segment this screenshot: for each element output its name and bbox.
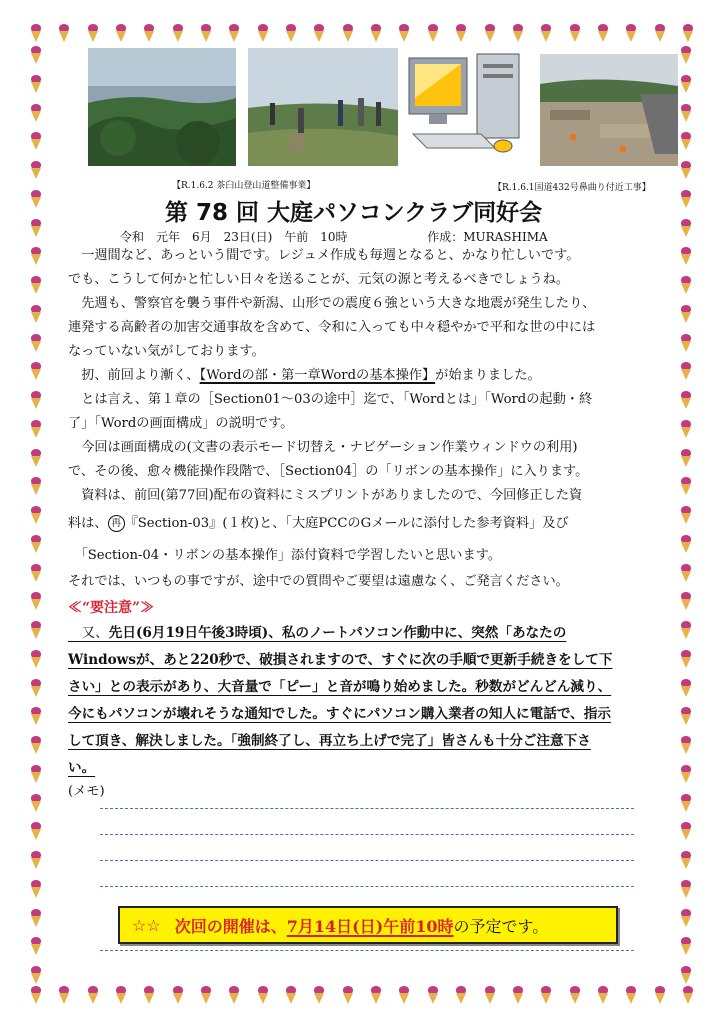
ice-cream-icon [30, 794, 42, 812]
ice-cream-icon [680, 46, 692, 64]
ice-cream-icon [625, 24, 637, 42]
notice-line-6: い。 [68, 760, 96, 776]
ice-cream-icon [342, 986, 354, 1004]
ice-cream-icon [680, 679, 692, 697]
next-meeting-label: 次回の開催は、 [174, 916, 287, 936]
ice-cream-icon [30, 334, 42, 352]
ice-cream-icon [228, 24, 240, 42]
ice-cream-icon [654, 24, 666, 42]
ice-cream-icon [680, 420, 692, 438]
notice-line-3: さい」との表示があり、大音量で「ピー」と音が鳴り始めました。秒数がどんどん減り、 [68, 679, 612, 695]
ice-cream-icon [680, 362, 692, 380]
ice-cream-icon [569, 986, 581, 1004]
ice-cream-icon [654, 986, 666, 1004]
ice-cream-icon [680, 190, 692, 208]
memo-line [100, 860, 634, 861]
ice-cream-icon [30, 937, 42, 955]
ice-cream-icon [680, 132, 692, 150]
notice-body [68, 620, 668, 782]
notice-line-2: Windowsが、あと220秒で、破損されますので、すぐに次の手順で更新手続きをして下 [68, 652, 613, 668]
ice-cream-icon [427, 24, 439, 42]
ice-cream-icon [115, 986, 127, 1004]
ice-cream-icon [484, 986, 496, 1004]
para-3: 扨、前回より漸く、【Wordの部・第一章Wordの基本操作】が始まりました。 [81, 368, 541, 383]
para-5-line-1: 今回は画面構成の(文書の表示モード切替え・ナビゲーション作業ウィンドウの利用) [81, 440, 578, 455]
ice-cream-icon [30, 765, 42, 783]
photo-road-construction [540, 54, 678, 166]
ice-cream-icon [30, 707, 42, 725]
ice-cream-icon [30, 851, 42, 869]
ice-cream-icon [680, 736, 692, 754]
ice-cream-icon [680, 247, 692, 265]
ice-cream-icon [143, 986, 155, 1004]
ice-cream-icon [30, 564, 42, 582]
ice-cream-icon [30, 362, 42, 380]
para-1-line-1: 一週間など、あっという間です。レジュメ作成も毎週となると、かなり忙しいです。 [81, 248, 580, 263]
ice-cream-icon [313, 986, 325, 1004]
ice-cream-icon [680, 909, 692, 927]
para-2-line-1: 先週も、警察官を襲う事件や新潟、山形での震度６強という大きな地震が発生したり、 [81, 296, 596, 311]
ice-cream-icon [30, 104, 42, 122]
ice-cream-icon [285, 24, 297, 42]
ice-cream-icon [427, 986, 439, 1004]
ice-cream-icon [680, 305, 692, 323]
ice-cream-icon [30, 161, 42, 179]
ice-cream-icon [30, 736, 42, 754]
ice-cream-icon [30, 391, 42, 409]
ice-cream-icon [680, 794, 692, 812]
ice-cream-icon [625, 986, 637, 1004]
notice-heading: ≪“要注意”≫ [68, 600, 155, 616]
ice-cream-icon [30, 46, 42, 64]
ice-cream-icon [398, 986, 410, 1004]
ice-cream-icon [30, 506, 42, 524]
memo-line [100, 834, 634, 835]
ice-cream-icon [680, 880, 692, 898]
word-chapter-highlight: 【Wordの部・第一章Wordの基本操作】 [199, 368, 436, 383]
ice-cream-icon [680, 506, 692, 524]
ice-cream-icon [680, 334, 692, 352]
ice-cream-icon [680, 564, 692, 582]
ice-cream-icon [172, 24, 184, 42]
ice-cream-icon [540, 986, 552, 1004]
ice-cream-icon [680, 449, 692, 467]
ice-cream-icon [682, 986, 694, 1004]
circled-mark: 再 [108, 515, 125, 532]
page-title: 第 78 回 大庭パソコンクラブ同好会 [165, 200, 543, 226]
para-6-line-3: 「Section-04・リボンの基本操作」添付資料で学習したいと思います。 [81, 548, 502, 563]
star-icons: ☆☆ [132, 915, 161, 935]
ice-cream-icon [680, 765, 692, 783]
ice-cream-icon [680, 535, 692, 553]
para-1-line-2: でも、こうして何かと忙しい日々を送ることが、元気の源と考えるべきでしょうね。 [68, 272, 570, 287]
para-4-line-1: とは言え、第１章の［Section01～03の途中］迄で、「Wordとは」「Wordの起動・終 [81, 392, 593, 407]
ice-cream-icon [30, 880, 42, 898]
photo-hikers-summit [248, 48, 398, 166]
ice-cream-icon [484, 24, 496, 42]
ice-cream-icon [87, 24, 99, 42]
date-line [120, 228, 548, 245]
para-2-line-3: なっていない気がしております。 [68, 344, 265, 359]
ice-cream-icon [680, 822, 692, 840]
ice-cream-icon [313, 24, 325, 42]
ice-cream-icon [455, 986, 467, 1004]
ice-cream-icon [680, 592, 692, 610]
ice-cream-icon [30, 679, 42, 697]
ice-cream-icon [30, 276, 42, 294]
ice-cream-icon [115, 24, 127, 42]
para-7: それでは、いつもの事ですが、途中での質問やご要望は遠慮なく、ご発言ください。 [68, 574, 569, 589]
next-meeting-box [118, 906, 618, 944]
photo-computer-clipart [403, 48, 531, 172]
border-bottom [30, 986, 694, 1006]
ice-cream-icon [680, 851, 692, 869]
ice-cream-icon [30, 966, 42, 984]
ice-cream-icon [680, 477, 692, 495]
para-6-line-2: 料は、 再 『Section-03』(１枚)と、「大庭PCCのGメールに添付した参考資料」及び [68, 516, 569, 531]
ice-cream-icon [285, 986, 297, 1004]
ice-cream-icon [512, 24, 524, 42]
ice-cream-icon [540, 24, 552, 42]
ice-cream-icon [58, 24, 70, 42]
ice-cream-icon [228, 986, 240, 1004]
memo-line [100, 808, 634, 809]
border-left [30, 46, 44, 984]
ice-cream-icon [30, 247, 42, 265]
ice-cream-icon [30, 822, 42, 840]
ice-cream-icon [30, 219, 42, 237]
ice-cream-icon [342, 24, 354, 42]
ice-cream-icon [30, 592, 42, 610]
memo-label: (メモ) [68, 784, 105, 799]
ice-cream-icon [680, 75, 692, 93]
notice-line-4: 今にもパソコンが壊れそうな通知でした。すぐにパソコン購入業者の知人に電話で、指示 [68, 706, 611, 722]
ice-cream-icon [680, 621, 692, 639]
body-text [68, 244, 668, 802]
memo-line [100, 950, 634, 951]
meeting-date: 令和 元年 6月 23日(日) 午前 10時 [120, 230, 348, 244]
ice-cream-icon [680, 104, 692, 122]
ice-cream-icon [87, 986, 99, 1004]
author: 作成：MURASHIMA [427, 230, 548, 244]
ice-cream-icon [680, 650, 692, 668]
ice-cream-icon [172, 986, 184, 1004]
ice-cream-icon [597, 24, 609, 42]
ice-cream-icon [455, 24, 467, 42]
ice-cream-icon [30, 621, 42, 639]
ice-cream-icon [58, 986, 70, 1004]
ice-cream-icon [200, 24, 212, 42]
ice-cream-icon [143, 24, 155, 42]
ice-cream-icon [30, 535, 42, 553]
next-meeting-suffix: の予定です。 [453, 916, 549, 936]
para-5-line-2: で、その後、愈々機能操作段階で、［Section04］の「リボンの基本操作」に入ります。 [68, 464, 589, 479]
ice-cream-icon [569, 24, 581, 42]
ice-cream-icon [680, 391, 692, 409]
ice-cream-icon [257, 986, 269, 1004]
ice-cream-icon [680, 161, 692, 179]
ice-cream-icon [30, 75, 42, 93]
para-2-line-2: 連発する高齢者の加害交通事故を含めて、令和に入っても中々穏やかで平和な世の中には [68, 320, 596, 335]
para-4-line-2: 了」「Wordの画面構成」の説明です。 [68, 416, 294, 431]
caption-left: 【R.1.6.2 茶臼山登山道整備事業】 [172, 181, 316, 191]
ice-cream-icon [30, 650, 42, 668]
ice-cream-icon [680, 707, 692, 725]
ice-cream-icon [30, 24, 42, 42]
ice-cream-icon [30, 449, 42, 467]
ice-cream-icon [30, 909, 42, 927]
ice-cream-icon [398, 24, 410, 42]
ice-cream-icon [257, 24, 269, 42]
ice-cream-icon [597, 986, 609, 1004]
caption-right: 【R.1.6.1国道432号鼻曲り付近工事】 [493, 183, 651, 193]
notice-line-5: して頂き、解決しました。「強制終了し、再立ち上げで完了」皆さんも十分ご注意下さ [68, 733, 591, 749]
notice-line-1: 又、先日(6月19日午後3時頃)、私のノートパソコン作動中に、突然「あなたの [81, 625, 567, 641]
memo-line [100, 886, 634, 887]
ice-cream-icon [30, 132, 42, 150]
ice-cream-icon [682, 24, 694, 42]
ice-cream-icon [370, 986, 382, 1004]
ice-cream-icon [30, 477, 42, 495]
next-meeting-date: 7月14日(日)午前10時 [286, 916, 454, 936]
para-6-line-1: 資料は、前回(第77回)配布の資料にミスプリントがありましたので、今回修正した資 [81, 488, 583, 503]
ice-cream-icon [512, 986, 524, 1004]
ice-cream-icon [30, 190, 42, 208]
border-right [680, 46, 694, 984]
ice-cream-icon [680, 219, 692, 237]
ice-cream-icon [30, 986, 42, 1004]
ice-cream-icon [30, 420, 42, 438]
ice-cream-icon [680, 966, 692, 984]
ice-cream-icon [680, 937, 692, 955]
border-top [30, 24, 694, 44]
photo-mountain-view [88, 48, 236, 166]
ice-cream-icon [680, 276, 692, 294]
ice-cream-icon [200, 986, 212, 1004]
ice-cream-icon [30, 305, 42, 323]
ice-cream-icon [370, 24, 382, 42]
